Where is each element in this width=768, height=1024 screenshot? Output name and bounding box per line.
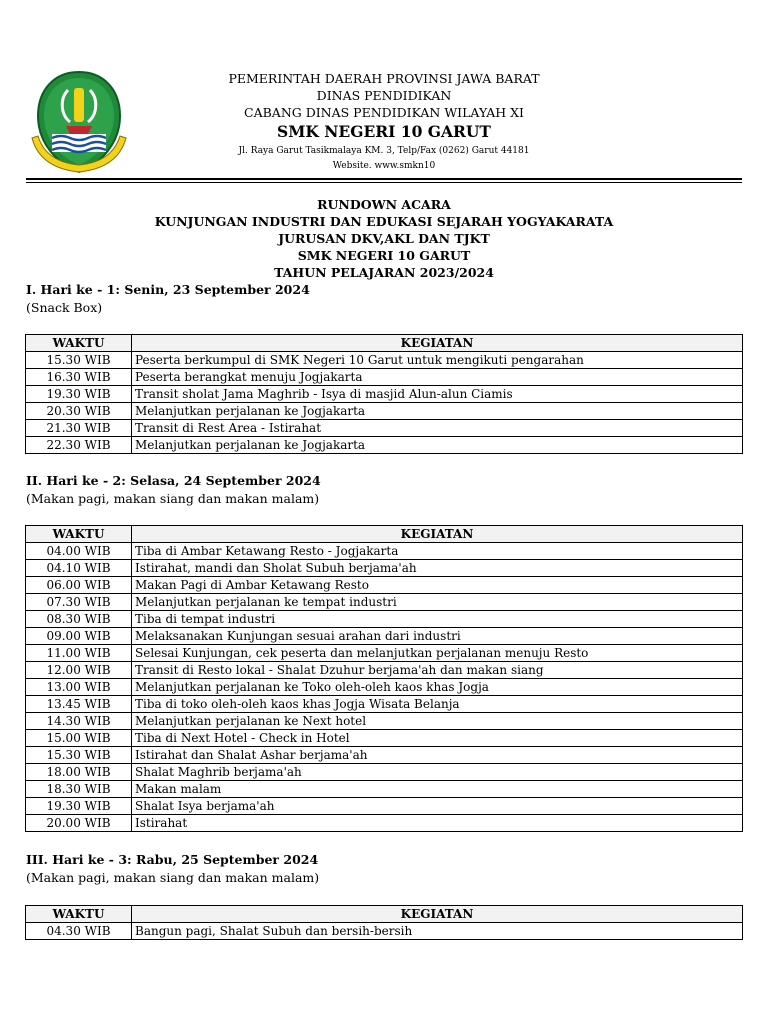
activity-cell: Melanjutkan perjalanan ke Jogjakarta [132,437,743,454]
time-cell: 04.10 WIB [26,560,132,577]
activity-cell: Istirahat, mandi dan Sholat Subuh berjama'ah [132,560,743,577]
time-cell: 15.30 WIB [26,747,132,764]
table-row [26,798,743,815]
time-cell: 13.45 WIB [26,696,132,713]
activity-cell: Melanjutkan perjalanan ke Next hotel [132,713,743,730]
table-row [26,730,743,747]
time-cell: 16.30 WIB [26,369,132,386]
day2-heading: II. Hari ke - 2: Selasa, 24 September 2024 [26,473,321,488]
letterhead-line3: CABANG DINAS PENDIDIKAN WILAYAH XI [244,105,524,120]
table-row [26,781,743,798]
activity-cell: Peserta berkumpul di SMK Negeri 10 Garut untuk mengikuti pengarahan [132,352,743,369]
activity-cell: Melanjutkan perjalanan ke tempat industri [132,594,743,611]
time-cell: 14.30 WIB [26,713,132,730]
time-cell: 12.00 WIB [26,662,132,679]
activity-column-header: KEGIATAN [132,906,743,923]
time-cell: 07.30 WIB [26,594,132,611]
table-row [26,645,743,662]
table-row [26,352,743,369]
day1-schedule-table [25,334,743,454]
activity-cell: Shalat Maghrib berjama'ah [132,764,743,781]
table-row [26,679,743,696]
time-cell: 04.00 WIB [26,543,132,560]
activity-cell: Transit sholat Jama Maghrib - Isya di masjid Alun-alun Ciamis [132,386,743,403]
time-cell: 11.00 WIB [26,645,132,662]
table-row [26,594,743,611]
title-line4: SMK NEGERI 10 GARUT [297,248,471,263]
letterhead-divider-thin [26,182,742,183]
title-line1: RUNDOWN ACARA [317,197,451,212]
time-cell: 06.00 WIB [26,577,132,594]
title-line3: JURUSAN DKV,AKL DAN TJKT [278,231,490,246]
table-row [26,386,743,403]
activity-cell: Tiba di Ambar Ketawang Resto - Jogjakarta [132,543,743,560]
activity-cell: Istirahat dan Shalat Ashar berjama'ah [132,747,743,764]
letterhead-divider-thick [26,178,742,180]
table-row [26,662,743,679]
document-title [0,196,768,281]
table-row [26,747,743,764]
table-row [26,420,743,437]
table-row [26,403,743,420]
activity-cell: Transit di Resto lokal - Shalat Dzuhur berjama'ah dan makan siang [132,662,743,679]
day1-note: (Snack Box) [26,300,103,315]
school-address: Jl. Raya Garut Tasikmalaya KM. 3, Telp/Fax (0262) Garut 44181 [238,146,530,156]
table-row [26,628,743,645]
activity-cell: Bangun pagi, Shalat Subuh dan bersih-bersih [132,923,743,940]
time-cell: 19.30 WIB [26,798,132,815]
school-logo [30,68,128,178]
activity-cell: Peserta berangkat menuju Jogjakarta [132,369,743,386]
table-row [26,560,743,577]
table-row [26,369,743,386]
time-cell: 09.00 WIB [26,628,132,645]
table-row [26,923,743,940]
day3-schedule-table [25,905,743,940]
time-column-header: WAKTU [26,906,132,923]
activity-cell: Makan malam [132,781,743,798]
activity-cell: Istirahat [132,815,743,832]
activity-cell: Tiba di tempat industri [132,611,743,628]
table-row [26,764,743,781]
time-cell: 18.30 WIB [26,781,132,798]
time-cell: 13.00 WIB [26,679,132,696]
table-row [26,713,743,730]
activity-cell: Tiba di toko oleh-oleh kaos khas Jogja Wisata Belanja [132,696,743,713]
table-row [26,611,743,628]
title-line2: KUNJUNGAN INDUSTRI DAN EDUKASI SEJARAH YOGYAKARATA [154,214,614,229]
time-cell: 22.30 WIB [26,437,132,454]
time-cell: 08.30 WIB [26,611,132,628]
letterhead [190,70,578,174]
time-cell: 18.00 WIB [26,764,132,781]
day3-heading: III. Hari ke - 3: Rabu, 25 September 2024 [26,852,319,867]
activity-cell: Transit di Rest Area - Istirahat [132,420,743,437]
time-cell: 20.00 WIB [26,815,132,832]
west-java-emblem-icon [30,68,128,178]
time-cell: 20.30 WIB [26,403,132,420]
school-website: Website. www.smkn10 [332,161,436,171]
time-cell: 15.00 WIB [26,730,132,747]
activity-cell: Melaksanakan Kunjungan sesuai arahan dari industri [132,628,743,645]
table-row [26,815,743,832]
title-line5: TAHUN PELAJARAN 2023/2024 [274,265,494,280]
day3-note: (Makan pagi, makan siang dan makan malam) [26,870,320,885]
table-row [26,543,743,560]
time-cell: 15.30 WIB [26,352,132,369]
time-cell: 04.30 WIB [26,923,132,940]
time-column-header: WAKTU [26,526,132,543]
day2-schedule-table [25,525,743,832]
activity-cell: Tiba di Next Hotel - Check in Hotel [132,730,743,747]
activity-cell: Melanjutkan perjalanan ke Jogjakarta [132,403,743,420]
day1-heading: I. Hari ke - 1: Senin, 23 September 2024 [26,282,310,297]
day2-note: (Makan pagi, makan siang dan makan malam) [26,491,320,506]
activity-column-header: KEGIATAN [132,526,743,543]
table-row [26,577,743,594]
activity-cell: Makan Pagi di Ambar Ketawang Resto [132,577,743,594]
time-column-header: WAKTU [26,335,132,352]
activity-cell: Melanjutkan perjalanan ke Toko oleh-oleh kaos khas Jogja [132,679,743,696]
school-name: SMK NEGERI 10 GARUT [277,122,491,141]
activity-column-header: KEGIATAN [132,335,743,352]
time-cell: 19.30 WIB [26,386,132,403]
activity-cell: Selesai Kunjungan, cek peserta dan melanjutkan perjalanan menuju Resto [132,645,743,662]
table-row [26,696,743,713]
activity-cell: Shalat Isya berjama'ah [132,798,743,815]
time-cell: 21.30 WIB [26,420,132,437]
letterhead-line1: PEMERINTAH DAERAH PROVINSI JAWA BARAT [228,71,540,86]
letterhead-line2: DINAS PENDIDIKAN [316,88,452,103]
table-row [26,437,743,454]
